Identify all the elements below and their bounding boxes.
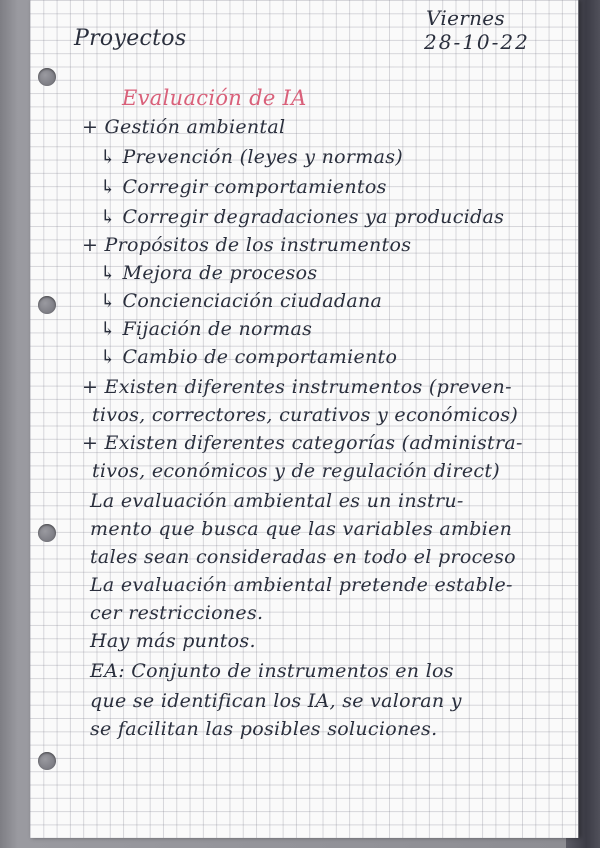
- date: 28-10-22: [424, 30, 530, 54]
- note-line: + Gestión ambiental: [82, 116, 286, 138]
- note-line: que se identifican los IA, se valoran y: [90, 690, 462, 712]
- note-line: Hay más puntos.: [90, 630, 256, 652]
- note-line: ↳ Fijación de normas: [100, 318, 313, 340]
- punch-hole-3: [38, 524, 56, 542]
- note-line: mento que busca que las variables ambien: [90, 518, 513, 540]
- note-line: + Existen diferentes instrumentos (preven-: [82, 376, 512, 398]
- note-line: La evaluación ambiental pretende estable-: [90, 574, 513, 596]
- note-line: ↳ Mejora de procesos: [100, 262, 318, 284]
- punch-hole-4: [38, 752, 56, 770]
- note-line: se facilitan las posibles soluciones.: [90, 718, 438, 740]
- note-line: La evaluación ambiental es un instru-: [90, 490, 464, 512]
- note-line: ↳ Prevención (leyes y normas): [100, 146, 403, 168]
- subject-heading: Proyectos: [74, 26, 187, 51]
- note-line: tales sean consideradas en todo el proceso: [90, 546, 516, 568]
- note-line: ↳ Cambio de comportamiento: [100, 346, 398, 368]
- note-line: tivos, correctores, curativos y económicos): [92, 404, 519, 426]
- note-line: cer restricciones.: [90, 602, 264, 624]
- note-line: EA: Conjunto de instrumentos en los: [90, 660, 454, 682]
- note-line: ↳ Corregir comportamientos: [100, 176, 387, 198]
- punch-hole-2: [38, 296, 56, 314]
- punch-hole-1: [38, 68, 56, 86]
- note-line: ↳ Corregir degradaciones ya producidas: [100, 206, 505, 228]
- note-title: Evaluación de IA: [122, 86, 307, 110]
- note-line: + Propósitos de los instrumentos: [82, 234, 412, 256]
- weekday: Viernes: [426, 6, 505, 30]
- note-line: tivos, económicos y de regulación direct): [92, 460, 501, 482]
- note-line: + Existen diferentes categorías (administra-: [82, 432, 523, 454]
- note-line: ↳ Concienciación ciudadana: [100, 290, 383, 312]
